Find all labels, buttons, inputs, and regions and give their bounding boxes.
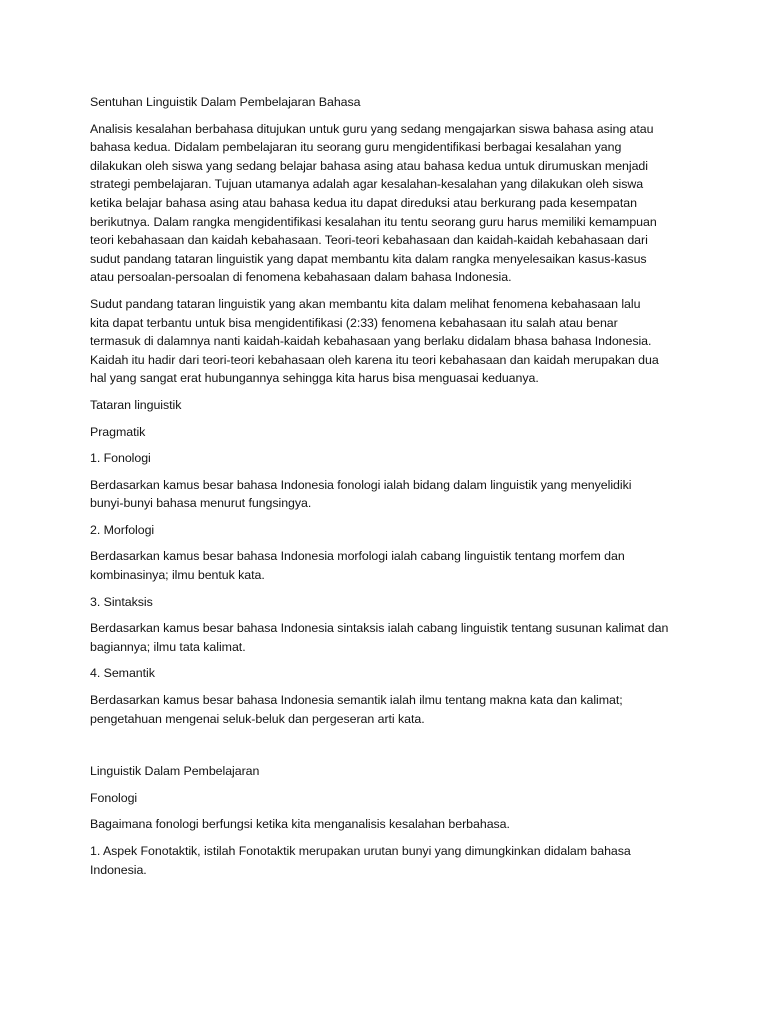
- morfologi-definition: Berdasarkan kamus besar bahasa Indonesia morfologi ialah cabang linguistik tentang morfem dan kombinasinya; ilmu bentuk kata.: [90, 549, 625, 583]
- second-paragraph: Sudut pandang tataran linguistik yang akan membantu kita dalam melihat fenomena kebahasaan lalu kita dapat terbantu untuk bisa mengidentifikasi (2:33) fenomena kebahasaan itu salah atau benar termasuk di dalamnya nanti kaidah-kaidah kebahasaan yang berlaku didalam bhasa bahasa Indonesia. Kaidah itu hadir dari teori-teori kebahasaan oleh karena itu teori kebahasaan dan kaidah merupakan dua hal yang sangat erat hubungannya sehingga kita harus bisa menguasai keduanya.: [90, 296, 659, 386]
- semantik-definition: Berdasarkan kamus besar bahasa Indonesia semantik ialah ilmu tentang makna kata dan kalimat; pengetahuan mengenai seluk-beluk dan pergeseran arti kata.: [90, 693, 623, 726]
- document-page: [90, 93, 690, 887]
- section-subheading: Fonologi: [90, 790, 138, 805]
- document-title: Sentuhan Linguistik Dalam Pembelajaran Bahasa: [90, 95, 361, 109]
- sintaksis-heading: 3. Sintaksis: [90, 594, 153, 609]
- section-list-item: 1. Aspek Fonotaktik, istilah Fonotaktik merupakan urutan bunyi yang dimungkinkan didalam bahasa Indonesia.: [90, 844, 631, 877]
- fonologi-heading: 1. Fonologi: [90, 451, 151, 466]
- pragmatik-heading: Pragmatik: [90, 424, 146, 439]
- semantik-heading: 4. Semantik: [90, 666, 155, 681]
- tataran-heading: Tataran linguistik: [90, 397, 182, 412]
- section-heading: Linguistik Dalam Pembelajaran: [90, 764, 260, 779]
- sintaksis-definition: Berdasarkan kamus besar bahasa Indonesia sintaksis ialah cabang linguistik tentang susunan kalimat dan bagiannya; ilmu tata kalimat.: [90, 621, 669, 654]
- intro-paragraph: Analisis kesalahan berbahasa ditujukan untuk guru yang sedang mengajarkan siswa bahasa asing atau bahasa kedua. Didalam pembelajaran itu seorang guru mengidentifikasi berbagai kesalahan yang dilakukan oleh siswa yang sedang belajar bahasa asing atau bahasa kedua untuk dirumuskan menjadi strategi pembelajaran. Tujuan utamanya adalah agar kesalahan-kesalahan yang dilakukan oleh siswa ketika belajar bahasa asing atau bahasa kedua itu dapat direduksi atau berkurang pada kesempatan berikutnya. Dalam rangka mengidentifikasi kesalahan itu tentu seorang guru harus memiliki kemampuan teori kebahasaan dan kaidah kebahasaan. Teori-teori kebahasaan dan kaidah-kaidah kebahasaan dari sudut pandang tataran linguistik yang dapat membantu kita dalam rangka menyelesaikan kasus-kasus atau persoalan-persoalan di fenomena kebahasaan dalam bahasa Indonesia.: [90, 121, 657, 285]
- fonologi-definition: Berdasarkan kamus besar bahasa Indonesia fonologi ialah bidang dalam linguistik yang menyelidiki bunyi-bunyi bahasa menurut fungsingya.: [90, 477, 632, 511]
- section-spacer: [90, 736, 690, 762]
- section-question: Bagaimana fonologi berfungsi ketika kita menganalisis kesalahan berbahasa.: [90, 817, 510, 832]
- morfologi-heading: 2. Morfologi: [90, 522, 155, 537]
